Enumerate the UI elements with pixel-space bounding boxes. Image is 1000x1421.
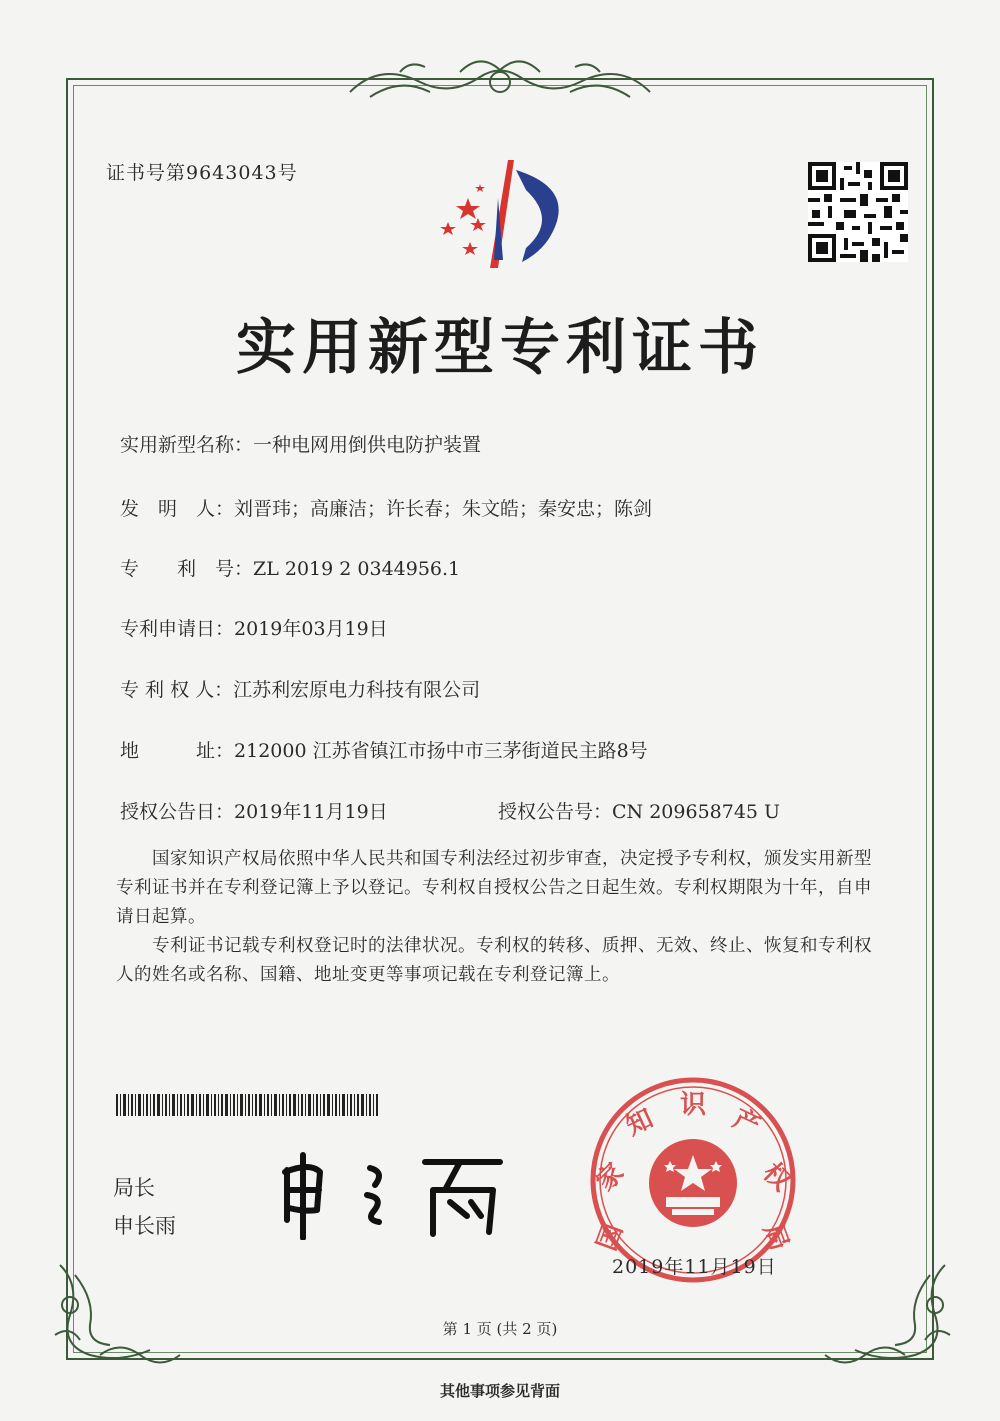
svg-text:产: 产	[728, 1103, 765, 1142]
corner-ornament-icon	[40, 1245, 190, 1375]
svg-text:权: 权	[756, 1157, 797, 1198]
field-label: 地 址：	[120, 740, 235, 762]
field-label: 专 利 号：	[120, 558, 254, 580]
seal-date: 2019年11月19日	[612, 1256, 777, 1278]
patent-office-logo-icon	[430, 150, 580, 275]
barcode-icon	[116, 1094, 378, 1116]
patentee-row	[120, 675, 480, 702]
field-value: ZL 2019 2 0344956.1	[253, 558, 461, 580]
utility-model-name-row	[120, 430, 481, 457]
filing-date-row	[120, 614, 388, 641]
top-ornament-icon	[340, 52, 660, 112]
field-label: 授权公告号：	[498, 801, 613, 823]
director-name: 申长雨	[113, 1214, 176, 1238]
field-label: 专 利 权 人：	[120, 679, 234, 701]
announcement-date-row	[120, 797, 388, 824]
inventor-row	[120, 494, 652, 521]
field-label: 发 明 人：	[120, 498, 235, 520]
field-label: 实用新型名称：	[120, 434, 254, 456]
certificate-number: 证书号第9643043号	[106, 162, 298, 184]
field-value: CN 209658745 U	[612, 801, 781, 823]
field-value: 江苏利宏原电力科技有限公司	[233, 679, 481, 701]
certificate-title: 实用新型专利证书	[236, 313, 764, 383]
field-value: 2019年03月19日	[234, 618, 388, 640]
field-value: 212000 江苏省镇江市扬中市三茅街道民主路8号	[234, 740, 648, 762]
field-value: 一种电网用倒供电防护装置	[253, 434, 482, 456]
field-value: 刘晋玮；高廉洁；许长春；朱文皓；秦安忠；陈剑	[234, 498, 653, 520]
handwritten-signature-icon	[275, 1150, 505, 1240]
legal-status-paragraph: 专利证书记载专利权登记时的法律状况。专利权的转移、质押、无效、终止、恢复和专利权人的姓名或名称、国籍、地址变更等事项记载在专利登记簿上。	[116, 936, 872, 985]
svg-text:家: 家	[590, 1157, 631, 1198]
svg-text:局: 局	[756, 1219, 795, 1255]
address-row	[120, 736, 648, 763]
svg-text:国: 国	[591, 1219, 630, 1255]
corner-ornament-icon	[815, 1245, 965, 1375]
field-value: 2019年11月19日	[234, 801, 388, 823]
director-title: 局长	[113, 1176, 155, 1200]
qr-code-icon	[808, 162, 908, 262]
svg-text:识: 识	[679, 1090, 707, 1120]
back-page-note: 其他事项参见背面	[439, 1382, 560, 1400]
announcement-number-row	[498, 797, 780, 824]
field-label: 授权公告日：	[120, 801, 235, 823]
patent-number-row	[120, 554, 460, 581]
page-number: 第 1 页 (共 2 页)	[442, 1320, 558, 1338]
certificate-statement-paragraph: 国家知识产权局依照中华人民共和国专利法经过初步审查，决定授予专利权，颁发实用新型专利证书并在专利登记簿上予以登记。专利权自授权公告之日起生效。专利权期限为十年，自申请日起算。	[116, 849, 872, 927]
field-label: 专利申请日：	[120, 618, 235, 640]
svg-text:知: 知	[621, 1103, 658, 1142]
